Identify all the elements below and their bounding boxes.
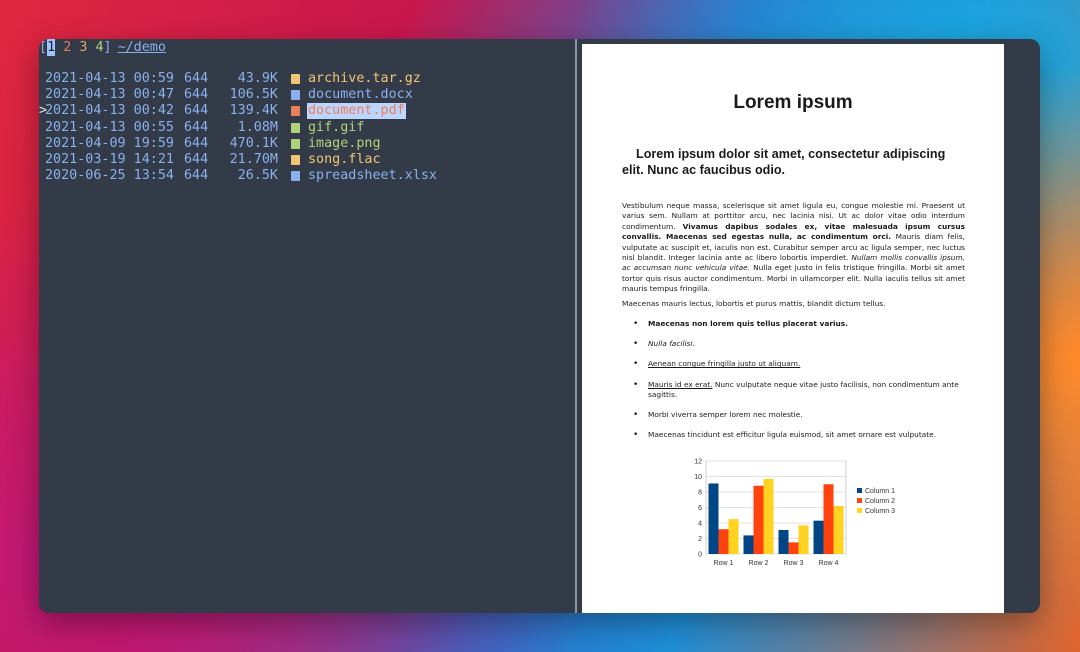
tab-bracket-close: ] bbox=[103, 40, 112, 55]
bar bbox=[709, 483, 719, 554]
bar bbox=[764, 479, 774, 554]
p1-text-2: Mauris diam felis, vulputate ac suscipit et, iaculis non est. Curabitur semper arcu ac ligula semper, nec luctus nisl blandit. Integer lacinia ante ac libero lobortis imperdiet. bbox=[622, 232, 965, 263]
file-row[interactable] bbox=[39, 168, 575, 184]
file-name[interactable]: song.flac bbox=[308, 152, 381, 167]
file-name[interactable]: archive.tar.gz bbox=[308, 71, 421, 86]
archive-icon bbox=[291, 74, 300, 84]
p1-text-1: Vestibulum neque massa, scelerisque sit amet ligula eu, congue molestie mi. Praesent ut varius sem. Nullam at porttitor arcu, nec lacinia nisi. Ut ac dolor vitae odio interdum condimentum. bbox=[622, 201, 965, 231]
x-tick-label: Row 2 bbox=[748, 560, 769, 567]
bullet-text: Maecenas non lorem quis tellus placerat varius. bbox=[648, 319, 848, 328]
tab-bar bbox=[39, 39, 166, 56]
legend-swatch bbox=[857, 488, 862, 493]
bar bbox=[814, 521, 824, 554]
file-row[interactable] bbox=[39, 87, 575, 103]
file-name[interactable]: document.docx bbox=[308, 87, 413, 103]
bullet-text: Maecenas tincidunt est efficitur ligula euismod, sit amet ornare est vulputate. bbox=[648, 430, 937, 440]
file-permissions: 644 bbox=[184, 135, 209, 151]
bar-chart bbox=[682, 452, 922, 572]
file-row[interactable] bbox=[39, 103, 575, 119]
doc-subtitle: Lorem ipsum dolor sit amet, consectetur adipiscing elit. Nunc ac faucibus odio. bbox=[622, 147, 946, 177]
tab-1[interactable]: 1 bbox=[47, 40, 56, 55]
bar bbox=[779, 530, 789, 554]
file-row[interactable] bbox=[39, 136, 575, 152]
bar bbox=[754, 486, 764, 554]
tab-4[interactable]: 4 bbox=[95, 40, 104, 55]
file-name[interactable]: gif.gif bbox=[308, 119, 365, 135]
file-size: 139.4K bbox=[229, 103, 278, 119]
doc-bullet-list bbox=[622, 319, 965, 451]
x-tick-label: Row 4 bbox=[818, 560, 839, 567]
file-row[interactable] bbox=[39, 120, 575, 136]
music-icon bbox=[291, 155, 300, 165]
image-icon bbox=[291, 139, 300, 149]
file-manager-pane[interactable] bbox=[39, 39, 575, 613]
p1-text-3: Nulla eget justo in felis tristique fringilla. Morbi sit amet tortor quis risus auctor condimentum. Morbi in ullamcorper elit. Nulla iaculis tellus sit amet mauris tempus fringilla. bbox=[622, 263, 965, 294]
list-item bbox=[622, 410, 965, 420]
app-window bbox=[39, 39, 1040, 613]
file-name[interactable]: spreadsheet.xlsx bbox=[308, 168, 437, 184]
bar bbox=[719, 529, 729, 554]
document-preview bbox=[582, 44, 1004, 613]
doc-title: Lorem ipsum bbox=[733, 92, 853, 113]
file-date: 2021-04-13 00:59 bbox=[45, 71, 174, 86]
bullet-text: Morbi viverra semper lorem nec molestie. bbox=[648, 410, 803, 420]
tab-2[interactable]: 2 bbox=[63, 40, 72, 55]
y-tick-label: 8 bbox=[698, 489, 702, 497]
file-date: 2021-04-13 00:47 bbox=[45, 87, 174, 103]
bar bbox=[824, 484, 834, 554]
list-item bbox=[622, 339, 965, 349]
legend-label: Column 2 bbox=[865, 498, 895, 505]
p1-bold: Vivamus dapibus sodales ex, vitae malesuada ipsum cursus convallis. Maecenas sed egestas nulla, ac condimentum orci. bbox=[622, 221, 965, 242]
y-tick-label: 12 bbox=[694, 458, 702, 466]
y-tick-label: 6 bbox=[698, 505, 702, 512]
current-path[interactable]: ~/demo bbox=[117, 40, 166, 55]
file-row[interactable] bbox=[39, 71, 575, 87]
file-permissions: 644 bbox=[184, 119, 209, 135]
y-tick-label: 4 bbox=[698, 520, 702, 528]
legend-swatch bbox=[857, 498, 862, 503]
p1-italic: Nullam mollis convallis ipsum, ac accumsan nunc vehicula vitae. bbox=[622, 253, 965, 273]
file-size: 21.70M bbox=[229, 152, 278, 167]
bar bbox=[744, 535, 754, 554]
file-date: 2021-04-09 19:59 bbox=[45, 135, 174, 151]
bar bbox=[789, 542, 799, 554]
file-date: 2021-03-19 14:21 bbox=[45, 152, 174, 167]
tab-3[interactable]: 3 bbox=[79, 40, 88, 55]
bar bbox=[799, 525, 809, 554]
document-icon bbox=[291, 90, 300, 100]
list-item bbox=[622, 319, 965, 329]
file-row[interactable] bbox=[39, 152, 575, 168]
doc-paragraph-1 bbox=[622, 201, 965, 295]
legend-label: Column 3 bbox=[865, 508, 895, 515]
file-size: 1.08M bbox=[237, 119, 278, 135]
file-size: 470.1K bbox=[229, 135, 278, 151]
image-icon bbox=[291, 123, 300, 133]
file-date: 2021-04-13 00:55 bbox=[45, 119, 174, 135]
bar bbox=[729, 519, 739, 554]
bullet-text: Nulla facilisi. bbox=[648, 339, 695, 349]
file-date: 2021-04-13 00:42 bbox=[45, 103, 174, 119]
spreadsheet-icon bbox=[291, 171, 300, 181]
file-name[interactable]: document.pdf bbox=[308, 103, 405, 119]
file-permissions: 644 bbox=[184, 152, 209, 167]
bullet-link[interactable]: Mauris id ex erat. bbox=[648, 379, 713, 389]
y-tick-label: 0 bbox=[698, 551, 702, 559]
doc-paragraph-2: Maecenas mauris lectus, lobortis et purus mattis, blandit dictum tellus. bbox=[622, 299, 886, 308]
x-tick-label: Row 3 bbox=[783, 560, 804, 567]
row-cursor: > bbox=[39, 103, 48, 119]
pdf-icon bbox=[291, 106, 300, 116]
x-tick-label: Row 1 bbox=[713, 560, 734, 567]
file-date: 2020-06-25 13:54 bbox=[45, 168, 174, 184]
y-tick-label: 10 bbox=[694, 474, 702, 481]
file-size: 106.5K bbox=[229, 87, 278, 103]
list-item bbox=[622, 430, 965, 440]
file-size: 26.5K bbox=[237, 168, 278, 184]
file-permissions: 644 bbox=[184, 168, 209, 184]
list-item bbox=[622, 359, 965, 369]
legend-label: Column 1 bbox=[865, 488, 895, 495]
file-permissions: 644 bbox=[184, 71, 209, 86]
file-name[interactable]: image.png bbox=[308, 135, 381, 151]
list-item bbox=[622, 380, 965, 401]
tab-bracket-open: [ bbox=[39, 40, 48, 55]
bar bbox=[834, 506, 844, 554]
bullet-link[interactable]: Aenean congue fringilla justo ut aliquam. bbox=[648, 359, 801, 369]
y-tick-label: 2 bbox=[698, 536, 702, 543]
file-size: 43.9K bbox=[237, 71, 278, 86]
bullet-text: Nunc vulputate neque vitae justo facilisis, non condimentum ante sagittis. bbox=[648, 379, 959, 400]
legend-swatch bbox=[857, 508, 862, 513]
file-permissions: 644 bbox=[184, 103, 209, 119]
file-permissions: 644 bbox=[184, 87, 209, 103]
pane-divider[interactable] bbox=[575, 39, 577, 613]
